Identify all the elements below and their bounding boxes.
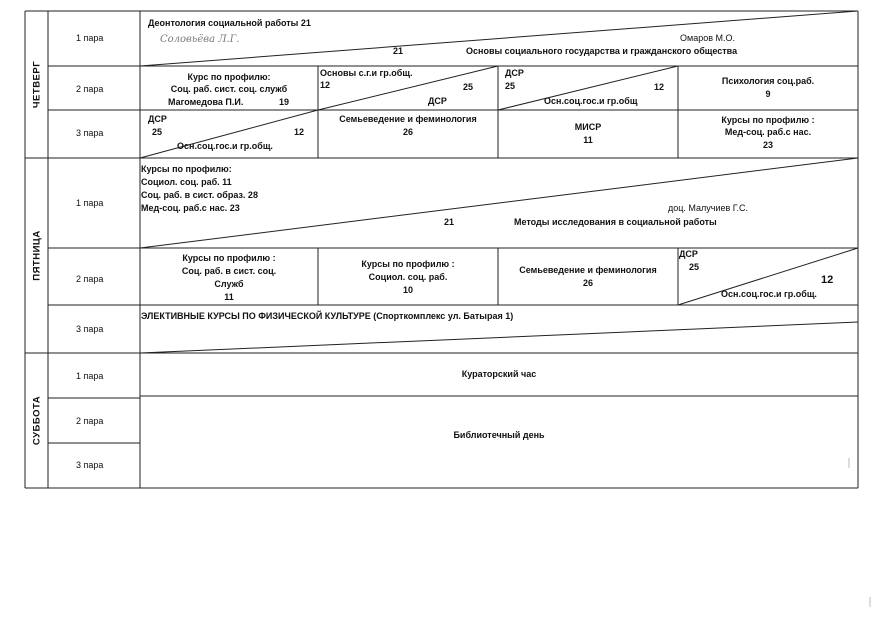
room-number: 11 <box>224 292 234 302</box>
room-number: 25 <box>505 81 516 91</box>
day-label-thursday: ЧЕТВЕРГ <box>31 60 43 109</box>
class-subject: Соц. раб. сист. соц. служб <box>170 84 288 94</box>
class-subject: ДСР <box>428 96 447 106</box>
period-label: 1 пара <box>76 198 104 208</box>
class-subject: Курсы по профилю : <box>721 115 815 125</box>
room-number: 12 <box>294 127 305 137</box>
room-number: 10 <box>402 285 413 295</box>
class-subject: Социол. соц. раб. 11 <box>141 177 232 187</box>
class-subject: Служб <box>214 279 244 289</box>
teacher-name: доц. Малучиев Г.С. <box>668 203 749 213</box>
handwritten-note: Соловьёва Л.Г. <box>160 34 240 45</box>
room-number: 25 <box>463 82 474 92</box>
class-subject: Соц. раб. в сист. соц. <box>181 266 277 276</box>
period-label: 3 пара <box>76 460 104 470</box>
room-number: 21 <box>393 46 404 56</box>
room-number: 25 <box>152 127 163 137</box>
class-subject: ДСР <box>505 68 524 78</box>
class-subject: ДСР <box>679 249 698 259</box>
room-number: 11 <box>583 135 593 145</box>
class-subject: Семьеведение и феминология <box>339 114 477 124</box>
room-number: 19 <box>279 97 290 107</box>
teacher-name: Магомедова П.И. <box>168 97 244 107</box>
period-label: 2 пара <box>76 416 104 426</box>
class-subject: Психология соц.раб. <box>721 76 815 86</box>
class-subject: Курс по профилю: <box>187 72 271 82</box>
class-subject: ДСР <box>148 114 167 124</box>
class-subject: Осн.соц.гос.и гр.общ. <box>177 141 273 151</box>
class-subject: Соц. раб. в сист. образ. 28 <box>141 190 258 200</box>
class-subject: Мед-соц. раб.с нас. 23 <box>141 203 240 213</box>
day-label-friday: ПЯТНИЦА <box>31 230 43 281</box>
teacher-name: Омаров М.О. <box>680 33 735 43</box>
class-subject: Курсы по профилю : <box>361 259 455 269</box>
room-number: 26 <box>402 127 413 137</box>
period-label: 2 пара <box>76 274 104 284</box>
class-subject: ЭЛЕКТИВНЫЕ КУРСЫ ПО ФИЗИЧЕСКОЙ КУЛЬТУРЕ (Спорткомплекс ул. Батырая 1) <box>141 311 514 321</box>
class-subject: Основы социального государства и гражданского общества <box>466 46 738 56</box>
class-subject: Методы исследования в социальной работы <box>514 217 717 227</box>
room-number: 23 <box>762 140 773 150</box>
room-number: 12 <box>654 82 665 92</box>
class-subject: Кураторский час <box>461 369 537 379</box>
class-subject: Социол. соц. раб. <box>368 272 448 282</box>
period-label: 3 пара <box>76 128 104 138</box>
room-number: 9 <box>765 89 771 99</box>
room-number: 21 <box>444 217 455 227</box>
class-subject: МИСР <box>574 122 602 132</box>
class-subject: Библиотечный день <box>453 430 545 440</box>
period-label: 1 пара <box>76 371 104 381</box>
room-number: 12 <box>320 80 331 90</box>
class-subject: Основы с.г.и гр.общ. <box>320 68 413 78</box>
class-subject: Семьеведение и феминология <box>519 265 657 275</box>
class-subject: Мед-соц. раб.с нас. <box>724 127 812 137</box>
room-number: 25 <box>689 262 700 272</box>
day-label-saturday: СУББОТА <box>31 395 43 446</box>
class-subject: Осн.соц.гос.и гр.общ. <box>721 289 817 299</box>
class-subject: Осн.соц.гос.и гр.общ <box>544 96 638 106</box>
period-label: 1 пара <box>76 33 104 43</box>
class-subject: Деонтология социальной работы 21 <box>148 18 311 28</box>
class-subject: Курсы по профилю : <box>182 253 276 263</box>
period-label: 2 пара <box>76 84 104 94</box>
period-label: 3 пара <box>76 324 104 334</box>
class-subject: Курсы по профилю: <box>141 164 232 174</box>
room-number: 12 <box>821 274 834 286</box>
room-number: 26 <box>582 278 593 288</box>
